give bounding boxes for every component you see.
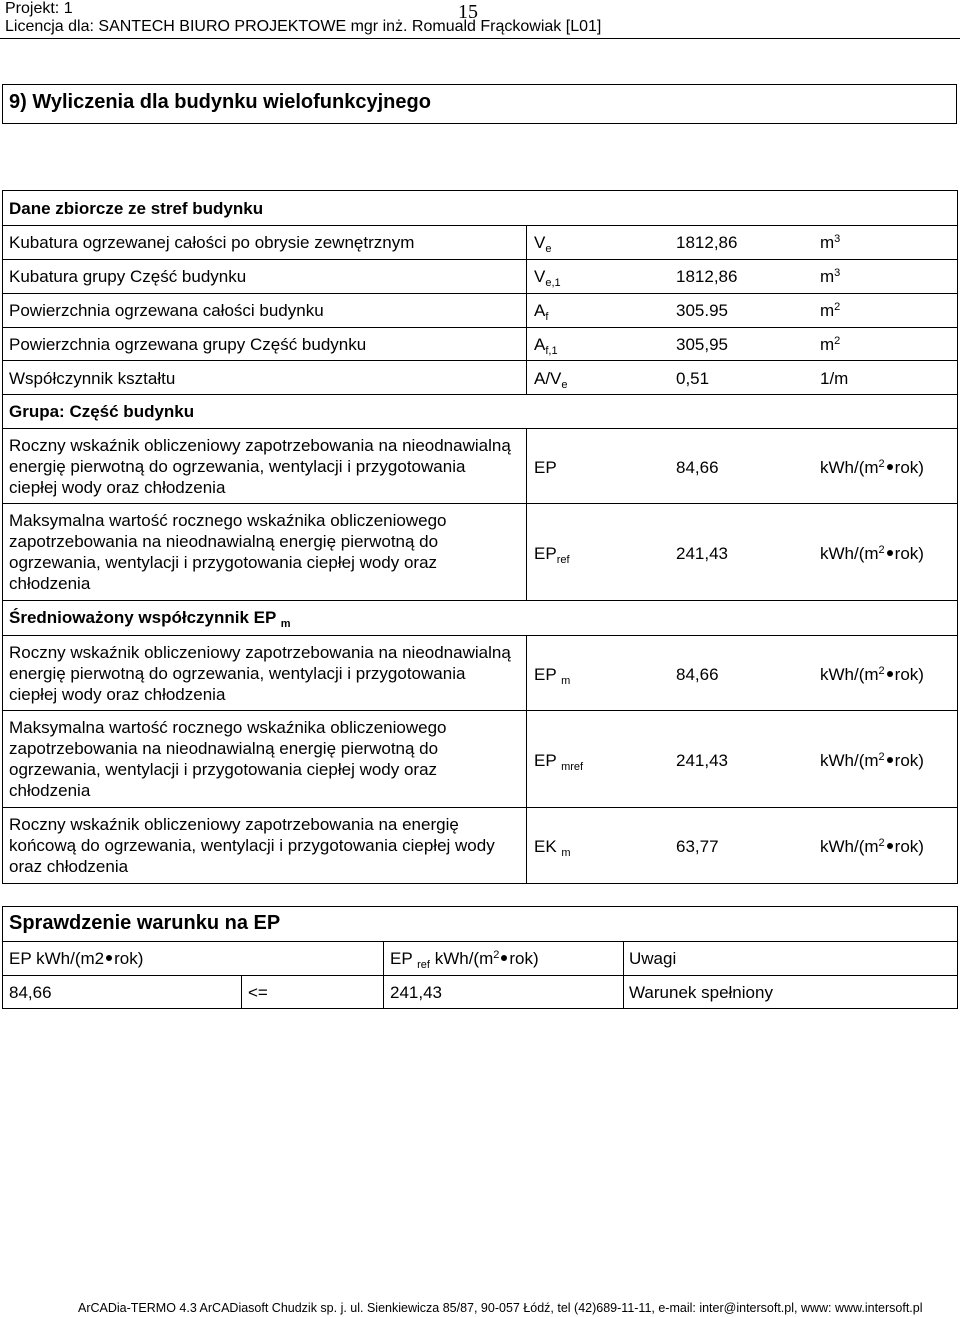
check-ep-ref-value: 241,43 <box>390 983 442 1002</box>
group-row-label: Roczny wskaźnik obliczeniowy zapotrzebowania na nieodnawialną energię pierwotną do ogrzewania, wentylacji i przygotowania ciepłej wody oraz chłodzenia <box>9 436 511 497</box>
table-column-divider <box>241 975 242 1009</box>
weighted-row-unit: kWh/($m^2$ rok) <box>820 751 924 770</box>
zone-row-value: 305.95 <box>676 301 728 320</box>
zone-row-symbol: $A_{f,1}$ <box>534 335 558 357</box>
footer-text: ArCADia-TERMO 4.3 ArCADiasoft Chudzik sp. j. ul. Sienkiewicza 85/87, 90-057 Łódź, tel (42)689-11-11, e-mail: inter@intersoft.pl, www: www.intersoft.pl <box>78 1301 923 1315</box>
zone-row-unit: $m^2$ <box>820 301 841 320</box>
zone-row-unit: $m^2$ <box>820 335 841 354</box>
weighted-row-unit: kWh/($m^2$ rok) <box>820 837 924 856</box>
weighted-row-unit: kWh/($m^2$ rok) <box>820 665 924 684</box>
group-row-unit: kWh/($m^2$ rok) <box>820 544 924 563</box>
weighted-row-value: 84,66 <box>676 665 719 684</box>
check-heading: Sprawdzenie warunku na EP <box>9 912 281 934</box>
zone-row-unit: $m^3$ <box>820 233 841 252</box>
table-divider <box>2 293 958 294</box>
group-row-label: Maksymalna wartość rocznego wskaźnika obliczeniowego zapotrzebowania na nieodnawialną energię pierwotną do ogrzewania, wentylacji i przygotowania ciepłej wody oraz chłodzenia <box>9 511 447 593</box>
weighted-row-value: 63,77 <box>676 837 719 856</box>
group-row-value: 84,66 <box>676 458 719 477</box>
zone-row-label: Powierzchnia ogrzewana grupy Część budynku <box>9 335 367 354</box>
zone-row-symbol: $V_e$ <box>534 233 552 255</box>
group-row-unit: kWh/($m^2$ rok) <box>820 458 924 477</box>
table-divider <box>2 941 958 942</box>
weighted-row-value: 241,43 <box>676 751 728 770</box>
table-divider <box>2 259 958 260</box>
zone-row-unit: $m^3$ <box>820 267 841 286</box>
zone-row-value: 1812,86 <box>676 233 738 252</box>
table-divider <box>2 635 958 636</box>
zone-row-symbol: $V_{e,1}$ <box>534 267 561 289</box>
check-operator: <= <box>248 983 268 1002</box>
check-remark: Warunek spełniony <box>629 983 773 1002</box>
license-text: Licencja dla: SANTECH BIURO PROJEKTOWE mgr inż. Romuald Frąckowiak [L01] <box>5 18 602 35</box>
weighted-row-label: Roczny wskaźnik obliczeniowy zapotrzebowania na nieodnawialną energię pierwotną do ogrzewania, wentylacji i przygotowania ciepłej wody oraz chłodzenia <box>9 643 511 704</box>
zones-heading: Dane zbiorcze ze stref budynku <box>9 199 264 218</box>
check-ep-value: 84,66 <box>9 983 52 1002</box>
weighted-heading: Średnioważony współczynnik EP $_m$ <box>9 608 291 630</box>
table-column-divider <box>526 428 527 600</box>
zone-row-value: 1812,86 <box>676 267 738 286</box>
zone-row-label: Powierzchnia ogrzewana całości budynku <box>9 301 324 320</box>
zone-row-symbol: $A_f$ <box>534 301 549 323</box>
check-col3-header: Uwagi <box>629 949 677 968</box>
table-column-divider <box>623 941 624 1009</box>
table-divider <box>2 327 958 328</box>
check-col1-header: EP kWh/(m2 rok) <box>9 949 144 968</box>
weighted-row-symbol: EP $_m$ <box>534 665 571 687</box>
table-divider <box>2 394 958 395</box>
group-row-symbol: EP <box>534 458 557 477</box>
table-column-divider <box>383 941 384 1009</box>
table-divider <box>2 807 958 808</box>
header-rule <box>0 38 960 39</box>
zone-row-value: 305,95 <box>676 335 728 354</box>
project-label: Projekt: 1 <box>5 0 73 17</box>
zone-row-unit: 1/m <box>820 369 849 388</box>
table-column-divider <box>526 225 527 395</box>
table-divider <box>2 710 958 711</box>
weighted-row-symbol: EP $_{mref}$ <box>534 751 584 773</box>
page-number: 15 <box>458 1 478 23</box>
table-column-divider <box>526 635 527 884</box>
zone-row-label: Kubatura grupy Część budynku <box>9 267 247 286</box>
section-title: 9) Wyliczenia dla budynku wielofunkcyjnego <box>9 91 431 113</box>
weighted-row-label: Roczny wskaźnik obliczeniowy zapotrzebowania na energię końcową do ogrzewania, wentylacji i przygotowania ciepłej wody oraz chłodzenia <box>9 815 495 876</box>
weighted-row-label: Maksymalna wartość rocznego wskaźnika obliczeniowego zapotrzebowania na nieodnawialną energię pierwotną do ogrzewania, wentylacji i przygotowania ciepłej wody oraz chłodzenia <box>9 718 447 800</box>
table-divider <box>2 428 958 429</box>
group-row-symbol: $EP_{ref}$ <box>534 544 570 566</box>
check-col2-header: EP $_{ref}$ kWh/($m^2$ rok) <box>390 949 539 971</box>
group-heading: Grupa: Część budynku <box>9 402 195 421</box>
table-divider <box>2 225 958 226</box>
table-divider <box>2 600 958 601</box>
table-divider <box>2 975 958 976</box>
weighted-row-symbol: EK $_m$ <box>534 837 571 859</box>
zone-row-label: Współczynnik kształtu <box>9 369 176 388</box>
table-divider <box>2 503 958 504</box>
group-row-value: 241,43 <box>676 544 728 563</box>
zone-row-label: Kubatura ogrzewanej całości po obrysie zewnętrznym <box>9 233 415 252</box>
table-divider <box>2 360 958 361</box>
zone-row-symbol: $A/V_e$ <box>534 369 568 391</box>
zone-row-value: 0,51 <box>676 369 710 388</box>
